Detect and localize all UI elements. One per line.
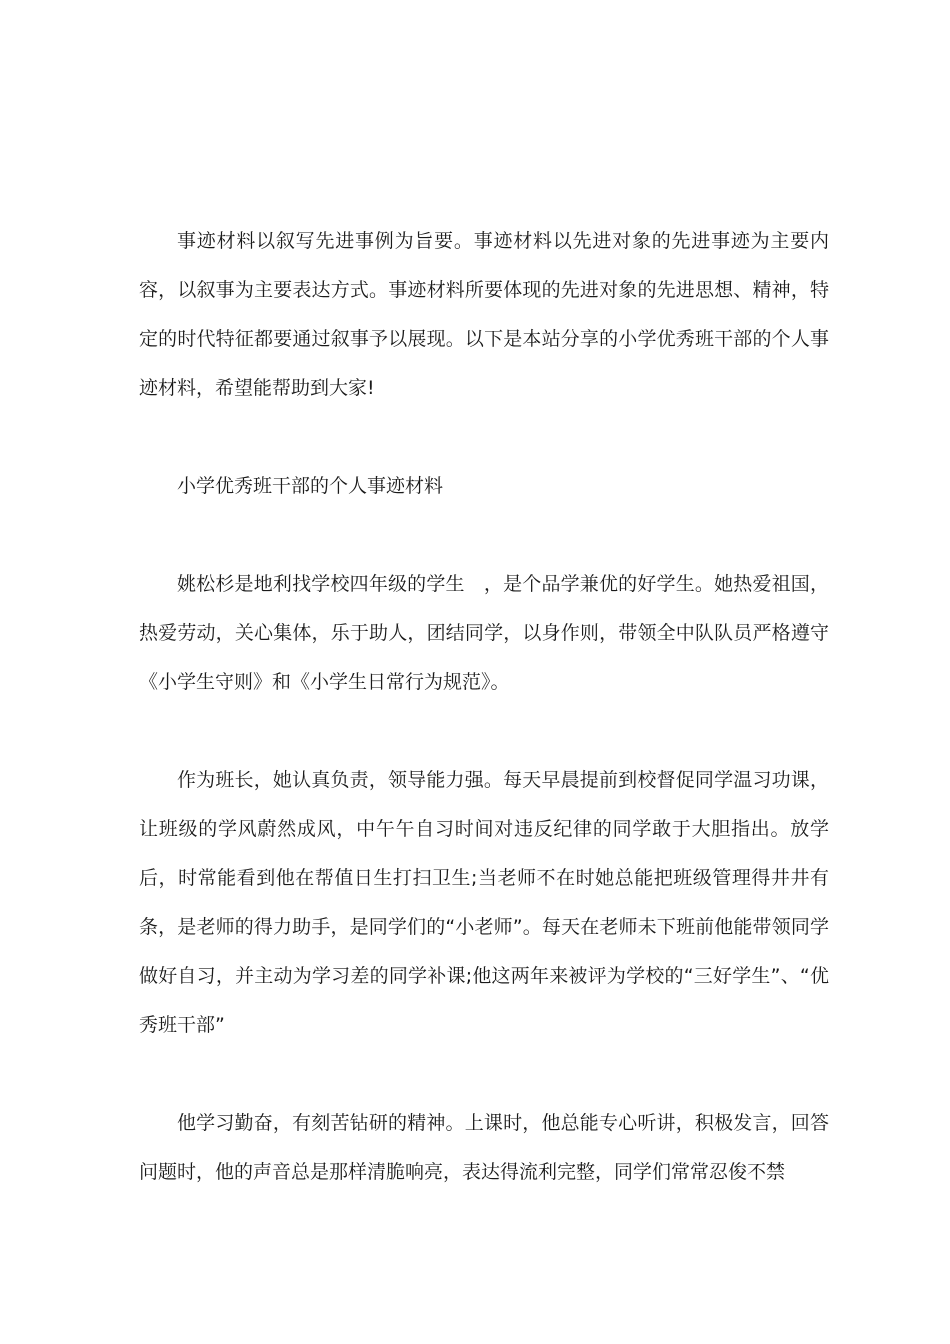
body-paragraph-1: 姚松杉是地利找学校四年级的学生 ，是个品学兼优的好学生。她热爱祖国，热爱劳动，关心集体，乐于助人，团结同学，以身作则，带领全中队队员严格遵守《小学生守则》和《小学生日常行为规范》。: [139, 573, 829, 693]
body-paragraph-2: 作为班长，她认真负责，领导能力强。每天早晨提前到校督促同学温习功课，让班级的学风蔚然成风，中午午自习时间对违反纪律的同学敢于大胆指出。放学后，时常能看到他在帮值日生打扫卫生;当老师不在时她总能把班级管理得井井有条，是老师的得力助手，是同学们的“小老师”。每天在老师未下班前他能带领同学做好自习，并主动为学习差的同学补课;他这两年来被评为学校的“三好学生”、“优秀班干部”: [139, 769, 829, 1036]
document-body: [139, 217, 829, 1246]
section-title: 小学优秀班干部的个人事迹材料: [177, 475, 444, 497]
intro-paragraph: 事迹材料以叙写先进事例为旨要。事迹材料以先进对象的先进事迹为主要内容，以叙事为主要表达方式。事迹材料所要体现的先进对象的先进思想、精神，特定的时代特征都要通过叙事予以展现。以下是本站分享的小学优秀班干部的个人事迹材料，希望能帮助到大家!: [139, 230, 829, 399]
body-paragraph-3: 他学习勤奋，有刻苦钻研的精神。上课时，他总能专心听讲，积极发言，回答问题时，他的声音总是那样清脆响亮，表达得流利完整，同学们常常忍俊不禁: [139, 1112, 829, 1183]
